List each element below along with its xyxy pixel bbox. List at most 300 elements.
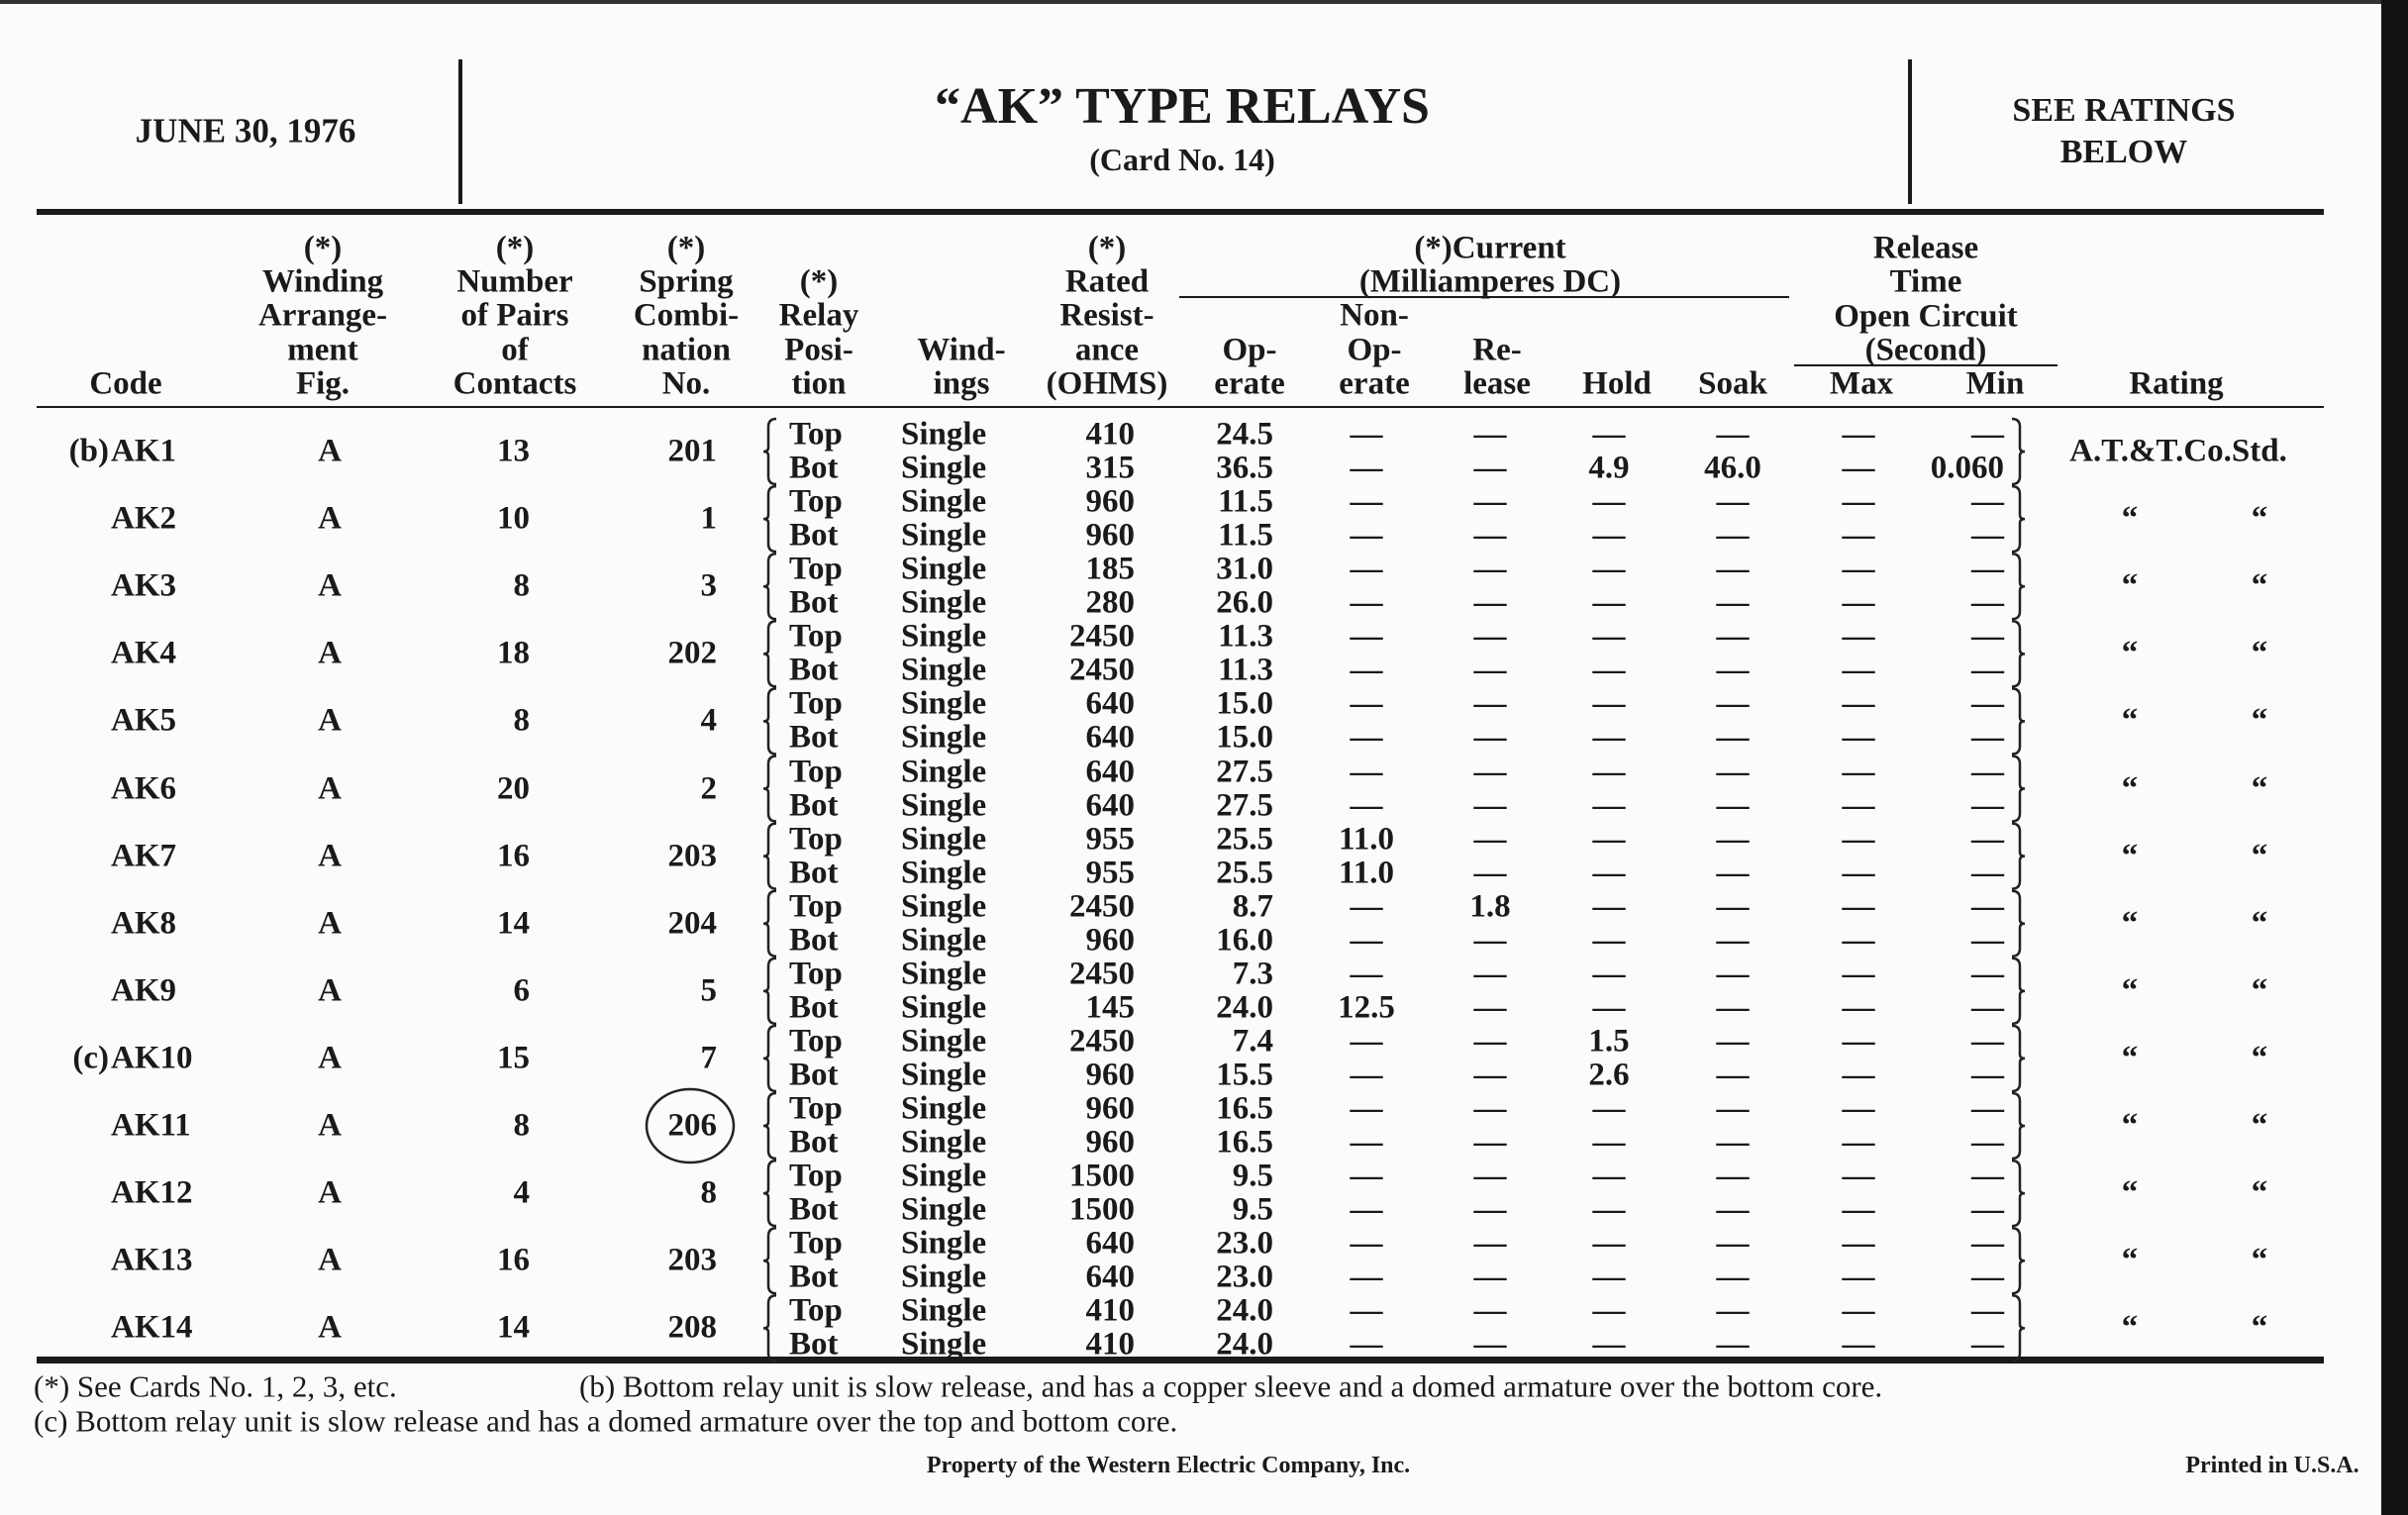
rating-ditto-mark: “ <box>2121 972 2139 1009</box>
windings: Single <box>901 1090 987 1127</box>
relay-position: Bot <box>789 652 839 688</box>
release-current: — <box>1473 787 1507 824</box>
left-brace-icon <box>763 1228 776 1293</box>
release-current: — <box>1473 1326 1507 1363</box>
contact-pairs: 18 <box>497 635 530 671</box>
right-brace-icon <box>2012 486 2025 552</box>
ratings-note-line2: BELOW <box>2059 134 2188 170</box>
relay-position: Top <box>789 754 843 789</box>
hold-current: — <box>1592 483 1626 520</box>
relay-position: Top <box>789 685 843 722</box>
rating-ditto-mark: “ <box>2121 635 2139 671</box>
non-operate-current: — <box>1350 719 1383 756</box>
release-time-min: — <box>1971 956 2004 992</box>
non-operate-current: — <box>1350 618 1383 655</box>
soak-current: — <box>1716 483 1750 520</box>
release-time-max: — <box>1842 989 1875 1026</box>
hold-current: — <box>1592 685 1626 722</box>
column-header-nonop: Op- <box>1347 332 1402 368</box>
rating-ditto-mark: “ <box>2251 905 2268 942</box>
column-header-code: Code <box>89 365 162 402</box>
release-current: — <box>1473 517 1507 554</box>
operate-current: 9.5 <box>1232 1158 1273 1194</box>
column-header-rating: Rating <box>2129 365 2224 402</box>
rating-ditto-mark: “ <box>2251 770 2268 807</box>
contact-pairs: 8 <box>513 567 530 604</box>
non-operate-current: — <box>1350 956 1383 992</box>
rated-resistance: 410 <box>1085 416 1135 453</box>
rating-ditto-mark: “ <box>2121 1040 2139 1076</box>
rating-value: A.T.&T.Co.Std. <box>2069 433 2287 469</box>
hold-current: 1.5 <box>1588 1023 1630 1060</box>
rated-resistance: 315 <box>1085 450 1135 486</box>
windings: Single <box>901 888 987 925</box>
column-header-contacts: Number <box>456 263 573 300</box>
rating-ditto-mark: “ <box>2251 838 2268 874</box>
release-current: — <box>1473 1259 1507 1295</box>
windings: Single <box>901 719 987 756</box>
release-current: — <box>1473 652 1507 688</box>
release-time-max: — <box>1842 1259 1875 1295</box>
relay-position: Bot <box>789 1259 839 1295</box>
operate-current: 24.0 <box>1216 989 1273 1026</box>
non-operate-current: — <box>1350 584 1383 621</box>
relay-code: AK13 <box>111 1242 193 1278</box>
relay-position: Bot <box>789 1191 839 1228</box>
release-time-min: — <box>1971 1057 2004 1093</box>
release-time-min: — <box>1971 1191 2004 1228</box>
relay-code: AK3 <box>111 567 176 604</box>
column-header-winding_fig: (*) <box>303 230 343 266</box>
contact-pairs: 15 <box>497 1040 530 1076</box>
spring-combination: 5 <box>700 972 717 1009</box>
rated-resistance: 955 <box>1085 821 1135 858</box>
right-brace-icon <box>2012 554 2025 619</box>
release-current: — <box>1473 754 1507 789</box>
non-operate-current: — <box>1350 1090 1383 1127</box>
non-operate-current: 11.0 <box>1339 855 1394 891</box>
release-time-min: — <box>1971 551 2004 587</box>
group-header-release-time: Open Circuit <box>1834 298 2018 335</box>
rating-ditto-mark: “ <box>2251 972 2268 1009</box>
soak-current: — <box>1716 956 1750 992</box>
release-time-max: — <box>1842 1326 1875 1363</box>
release-time-min: — <box>1971 483 2004 520</box>
release-time-min: — <box>1971 1124 2004 1161</box>
release-time-min: — <box>1971 1023 2004 1060</box>
winding-fig: A <box>318 770 342 807</box>
spring-combination: 4 <box>700 702 717 739</box>
column-header-hold: Hold <box>1582 365 1652 402</box>
windings: Single <box>901 922 987 959</box>
release-time-max: — <box>1842 1191 1875 1228</box>
winding-fig: A <box>318 635 342 671</box>
hold-current: — <box>1592 989 1626 1026</box>
relay-position: Top <box>789 1158 843 1194</box>
rating-ditto-mark: “ <box>2251 1174 2268 1211</box>
release-time-max: — <box>1842 652 1875 688</box>
release-time-min: — <box>1971 1090 2004 1127</box>
header-divider-right <box>1908 59 1912 204</box>
relay-code: AK6 <box>111 770 176 807</box>
rating-ditto-mark: “ <box>2251 1309 2268 1346</box>
rating-ditto-mark: “ <box>2121 500 2139 537</box>
winding-fig: A <box>318 905 342 942</box>
release-time-min: — <box>1971 618 2004 655</box>
release-time-max: — <box>1842 1057 1875 1093</box>
non-operate-current: — <box>1350 1259 1383 1295</box>
release-current: — <box>1473 1292 1507 1329</box>
operate-current: 36.5 <box>1216 450 1273 486</box>
non-operate-current: — <box>1350 1326 1383 1363</box>
non-operate-current: — <box>1350 1292 1383 1329</box>
relay-code: AK4 <box>111 635 176 671</box>
windings: Single <box>901 754 987 789</box>
rated-resistance: 960 <box>1085 1090 1135 1127</box>
windings: Single <box>901 1191 987 1228</box>
rated-resistance: 2450 <box>1069 618 1135 655</box>
column-header-operate: erate <box>1214 365 1285 402</box>
windings: Single <box>901 1023 987 1060</box>
release-current: — <box>1473 855 1507 891</box>
winding-fig: A <box>318 838 342 874</box>
operate-current: 11.5 <box>1218 517 1273 554</box>
winding-fig: A <box>318 1174 342 1211</box>
operate-current: 15.0 <box>1216 685 1273 722</box>
relay-code: AK5 <box>111 702 176 739</box>
operate-current: 11.5 <box>1218 483 1273 520</box>
footnote-star: (*) See Cards No. 1, 2, 3, etc. <box>34 1368 397 1404</box>
release-time-max: — <box>1842 855 1875 891</box>
windings: Single <box>901 821 987 858</box>
release-time-min: — <box>1971 989 2004 1026</box>
release-time-max: — <box>1842 922 1875 959</box>
relay-position: Top <box>789 1023 843 1060</box>
right-brace-icon <box>2012 824 2025 889</box>
relay-position: Bot <box>789 1057 839 1093</box>
relay-position: Top <box>789 888 843 925</box>
windings: Single <box>901 584 987 621</box>
rated-resistance: 960 <box>1085 1057 1135 1093</box>
relay-position: Top <box>789 821 843 858</box>
rated-resistance: 2450 <box>1069 1023 1135 1060</box>
operate-current: 25.5 <box>1216 855 1273 891</box>
right-brace-icon <box>2012 688 2025 754</box>
operate-current: 24.0 <box>1216 1292 1273 1329</box>
release-current: — <box>1473 1090 1507 1127</box>
contact-pairs: 8 <box>513 1107 530 1144</box>
group-header-current: (*)Current <box>1414 230 1566 266</box>
rated-resistance: 2450 <box>1069 888 1135 925</box>
hold-current: 2.6 <box>1588 1057 1630 1093</box>
rated-resistance: 410 <box>1085 1292 1135 1329</box>
non-operate-current: — <box>1350 922 1383 959</box>
relay-code: AK2 <box>111 500 176 537</box>
release-current: — <box>1473 821 1507 858</box>
relay-code: AK7 <box>111 838 176 874</box>
release-time-min: — <box>1971 685 2004 722</box>
operate-current: 8.7 <box>1232 888 1273 925</box>
hold-current: — <box>1592 754 1626 789</box>
spring-combination: 3 <box>700 567 717 604</box>
non-operate-current: — <box>1350 652 1383 688</box>
rated-resistance: 960 <box>1085 517 1135 554</box>
release-current: 1.8 <box>1469 888 1511 925</box>
hold-current: — <box>1592 1292 1626 1329</box>
soak-current: — <box>1716 551 1750 587</box>
operate-current: 26.0 <box>1216 584 1273 621</box>
column-header-contacts: (*) <box>495 230 535 266</box>
footnote-c: (c) Bottom relay unit is slow release and has a domed armature over the top and bottom core. <box>34 1403 1178 1439</box>
spring-combination: 204 <box>667 905 717 942</box>
hold-current: — <box>1592 1124 1626 1161</box>
soak-current: — <box>1716 989 1750 1026</box>
non-operate-current: — <box>1350 450 1383 486</box>
code-note-prefix: (c) <box>72 1040 109 1076</box>
relay-position: Bot <box>789 922 839 959</box>
spring-combination: 206 <box>667 1107 717 1144</box>
right-brace-icon <box>2012 1093 2025 1159</box>
operate-current: 9.5 <box>1232 1191 1273 1228</box>
relay-code: AK9 <box>111 972 176 1009</box>
contact-pairs: 10 <box>497 500 530 537</box>
left-brace-icon <box>763 1026 776 1091</box>
contact-pairs: 20 <box>497 770 530 807</box>
contact-pairs: 4 <box>513 1174 530 1211</box>
spring-combination: 203 <box>667 838 717 874</box>
operate-current: 16.5 <box>1216 1124 1273 1161</box>
windings: Single <box>901 1225 987 1262</box>
column-header-min: Min <box>1965 365 2025 402</box>
windings: Single <box>901 956 987 992</box>
hold-current: — <box>1592 1225 1626 1262</box>
left-brace-icon <box>763 1161 776 1226</box>
non-operate-current: — <box>1350 685 1383 722</box>
top-thick-rule <box>37 209 2324 215</box>
non-operate-current: — <box>1350 1124 1383 1161</box>
operate-current: 27.5 <box>1216 787 1273 824</box>
winding-fig: A <box>318 972 342 1009</box>
release-time-max: — <box>1842 618 1875 655</box>
left-brace-icon <box>763 757 776 822</box>
release-time-max: — <box>1842 888 1875 925</box>
release-time-min: — <box>1971 888 2004 925</box>
rated-resistance: 640 <box>1085 754 1135 789</box>
release-current: — <box>1473 416 1507 453</box>
relay-position: Top <box>789 483 843 520</box>
group-header-release-time: Release <box>1872 230 1979 266</box>
operate-current: 11.3 <box>1218 618 1273 655</box>
rated-resistance: 960 <box>1085 1124 1135 1161</box>
relay-code: AK10 <box>111 1040 193 1076</box>
column-header-soak: Soak <box>1698 365 1767 402</box>
soak-current: — <box>1716 787 1750 824</box>
release-time-max: — <box>1842 584 1875 621</box>
soak-current: — <box>1716 1124 1750 1161</box>
winding-fig: A <box>318 1242 342 1278</box>
header-bottom-rule <box>37 406 2324 408</box>
rated-resistance: 1500 <box>1069 1158 1135 1194</box>
relay-position: Bot <box>789 855 839 891</box>
windings: Single <box>901 652 987 688</box>
release-current: — <box>1473 685 1507 722</box>
soak-current: — <box>1716 618 1750 655</box>
column-header-winding_fig: Fig. <box>295 365 351 402</box>
contact-pairs: 14 <box>497 1309 530 1346</box>
rated-resistance: 640 <box>1085 787 1135 824</box>
spring-combination: 2 <box>700 770 717 807</box>
rating-ditto-mark: “ <box>2251 1107 2268 1144</box>
windings: Single <box>901 1057 987 1093</box>
hold-current: — <box>1592 821 1626 858</box>
hold-current: — <box>1592 652 1626 688</box>
operate-current: 16.0 <box>1216 922 1273 959</box>
relay-code: AK11 <box>111 1107 191 1144</box>
column-header-nonop: erate <box>1339 365 1410 402</box>
group-header-release-time: (Second) <box>1864 332 1987 368</box>
release-time-max: — <box>1842 1090 1875 1127</box>
card-date: JUNE 30, 1976 <box>135 111 356 151</box>
rating-ditto-mark: “ <box>2121 1107 2139 1144</box>
left-brace-icon <box>763 486 776 552</box>
relay-position: Bot <box>789 1326 839 1363</box>
relay-code: AK1 <box>111 433 176 469</box>
hold-current: — <box>1592 584 1626 621</box>
release-time-max: — <box>1842 956 1875 992</box>
operate-current: 11.3 <box>1218 652 1273 688</box>
release-time-min: — <box>1971 754 2004 789</box>
release-time-max: — <box>1842 551 1875 587</box>
soak-current: — <box>1716 517 1750 554</box>
column-header-operate: Op- <box>1222 332 1277 368</box>
soak-current: — <box>1716 416 1750 453</box>
rating-ditto-mark: “ <box>2121 1174 2139 1211</box>
soak-current: — <box>1716 685 1750 722</box>
spring-combination: 202 <box>667 635 717 671</box>
group-header-release-time: Time <box>1889 263 1962 300</box>
rating-ditto-mark: “ <box>2121 770 2139 807</box>
hold-current: — <box>1592 1259 1626 1295</box>
release-current: — <box>1473 1191 1507 1228</box>
relay-position: Top <box>789 1292 843 1329</box>
release-time-min: — <box>1971 1259 2004 1295</box>
rating-ditto-mark: “ <box>2251 702 2268 739</box>
column-header-windings: ings <box>933 365 990 402</box>
contact-pairs: 14 <box>497 905 530 942</box>
release-time-min: — <box>1971 787 2004 824</box>
left-brace-icon <box>763 891 776 957</box>
column-header-spring: Spring <box>639 263 734 300</box>
column-header-spring: No. <box>661 365 711 402</box>
spring-combination: 201 <box>667 433 717 469</box>
release-time-min: — <box>1971 584 2004 621</box>
release-time-max: — <box>1842 685 1875 722</box>
hold-current: — <box>1592 551 1626 587</box>
soak-current: — <box>1716 1057 1750 1093</box>
column-header-position: (*) <box>799 263 839 300</box>
soak-current: — <box>1716 821 1750 858</box>
right-brace-icon <box>2012 419 2025 484</box>
relay-code: AK12 <box>111 1174 193 1211</box>
column-header-ohms: Resist- <box>1059 297 1154 334</box>
contact-pairs: 16 <box>497 838 530 874</box>
hold-current: 4.9 <box>1588 450 1630 486</box>
release-time-min: — <box>1971 416 2004 453</box>
hold-current: — <box>1592 618 1626 655</box>
right-brace-icon <box>2012 1295 2025 1361</box>
soak-current: — <box>1716 1191 1750 1228</box>
right-brace-icon <box>2012 621 2025 686</box>
column-header-ohms: ance <box>1074 332 1140 368</box>
non-operate-current: 12.5 <box>1338 989 1395 1026</box>
release-time-min: 0.060 <box>1930 450 2004 486</box>
windings: Single <box>901 483 987 520</box>
hold-current: — <box>1592 956 1626 992</box>
non-operate-current: — <box>1350 1191 1383 1228</box>
windings: Single <box>901 618 987 655</box>
soak-current: — <box>1716 1292 1750 1329</box>
windings: Single <box>901 416 987 453</box>
release-time-min: — <box>1971 1158 2004 1194</box>
non-operate-current: — <box>1350 1158 1383 1194</box>
hold-current: — <box>1592 517 1626 554</box>
printed-in: Printed in U.S.A. <box>2185 1453 2359 1478</box>
release-time-min: — <box>1971 821 2004 858</box>
contact-pairs: 16 <box>497 1242 530 1278</box>
spring-combination: 1 <box>700 500 717 537</box>
operate-current: 23.0 <box>1216 1259 1273 1295</box>
windings: Single <box>901 685 987 722</box>
card-number: (Card No. 14) <box>1089 142 1275 177</box>
hold-current: — <box>1592 1090 1626 1127</box>
rated-resistance: 185 <box>1085 551 1135 587</box>
rating-ditto-mark: “ <box>2251 500 2268 537</box>
release-current: — <box>1473 1124 1507 1161</box>
windings: Single <box>901 551 987 587</box>
relay-position: Top <box>789 618 843 655</box>
non-operate-current: 11.0 <box>1339 821 1394 858</box>
relay-position: Bot <box>789 1124 839 1161</box>
relay-position: Bot <box>789 517 839 554</box>
right-brace-icon <box>2012 959 2025 1024</box>
hold-current: — <box>1592 1158 1626 1194</box>
rating-ditto-mark: “ <box>2121 1309 2139 1346</box>
rated-resistance: 640 <box>1085 1225 1135 1262</box>
soak-current: — <box>1716 888 1750 925</box>
soak-current: 46.0 <box>1704 450 1761 486</box>
scan-edge-top <box>0 0 2408 4</box>
relay-position: Bot <box>789 787 839 824</box>
non-operate-current: — <box>1350 483 1383 520</box>
rating-ditto-mark: “ <box>2121 1242 2139 1278</box>
relay-position: Top <box>789 956 843 992</box>
release-current: — <box>1473 1158 1507 1194</box>
operate-current: 16.5 <box>1216 1090 1273 1127</box>
right-brace-icon <box>2012 1026 2025 1091</box>
operate-current: 24.5 <box>1216 416 1273 453</box>
rated-resistance: 2450 <box>1069 652 1135 688</box>
column-header-nonop: Non- <box>1340 297 1409 334</box>
soak-current: — <box>1716 1090 1750 1127</box>
release-time-min: — <box>1971 922 2004 959</box>
card-title: “AK” TYPE RELAYS <box>935 78 1430 135</box>
windings: Single <box>901 450 987 486</box>
windings: Single <box>901 1292 987 1329</box>
non-operate-current: — <box>1350 888 1383 925</box>
column-header-winding_fig: Arrange- <box>257 297 388 334</box>
windings: Single <box>901 855 987 891</box>
winding-fig: A <box>318 567 342 604</box>
